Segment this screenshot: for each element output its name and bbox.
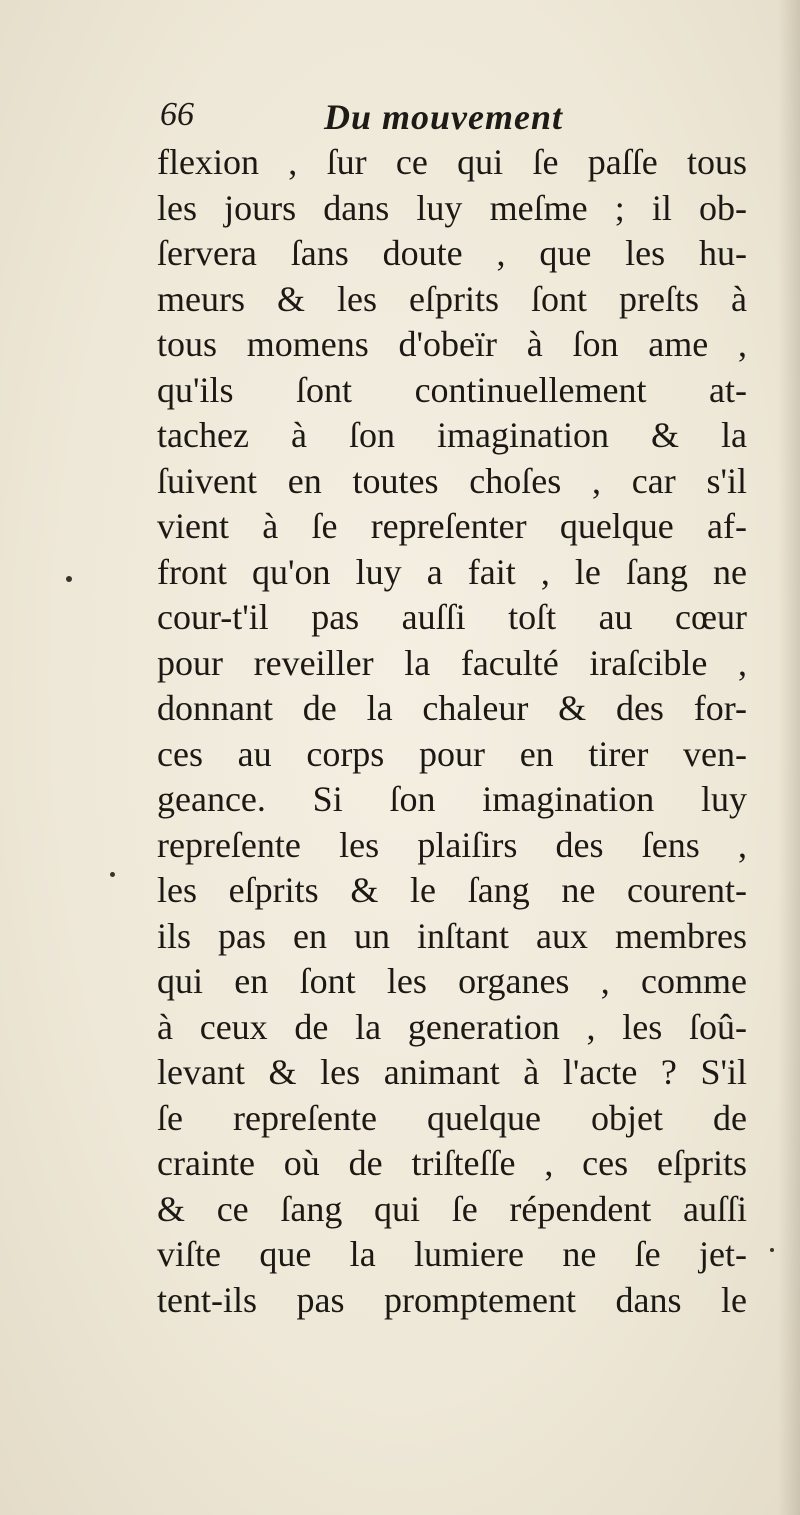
ink-speck (770, 1248, 774, 1252)
text-line: & ce ſang qui ſe répendent auſſi (157, 1188, 747, 1229)
text-line: ſuivent en toutes choſes , car s'il (157, 460, 747, 501)
text-line: ſe repreſente quelque objet de (157, 1097, 747, 1138)
text-line: les eſprits & le ſang ne courent- (157, 870, 747, 910)
page-number: 66 (160, 96, 194, 133)
text-line: repreſente les plaiſirs des ſens , (157, 824, 747, 865)
text-line: qui en ſont les organes , comme (157, 961, 747, 1001)
page-edge-shadow (778, 0, 800, 1515)
text-line: ils pas en un inſtant aux membres (157, 915, 747, 956)
text-line: tous momens d'obeïr à ſon ame , (157, 324, 747, 364)
text-line: flexion , ſur ce qui ſe paſſe tous (157, 142, 747, 182)
text-line: crainte où de triſteſſe , ces eſprits (157, 1143, 747, 1183)
text-line: donnant de la chaleur & des for- (157, 688, 747, 728)
text-line: geance. Si ſon imagination luy (157, 779, 747, 819)
text-line: vient à ſe repreſenter quelque af- (157, 506, 747, 546)
text-line: qu'ils ſont continuellement at- (157, 369, 747, 410)
body-text (157, 140, 747, 1323)
text-line: ces au corps pour en tirer ven- (157, 733, 747, 774)
text-line: ſervera ſans doute , que les hu- (157, 233, 747, 273)
text-line: tachez à ſon imagination & la (157, 415, 747, 455)
running-head-title: Du mouvement (324, 97, 564, 137)
text-line: pour reveiller la faculté iraſcible , (157, 642, 747, 683)
text-line: levant & les animant à l'acte ? S'il (157, 1052, 747, 1092)
text-line: cour-t'il pas auſſi toſt au cœur (157, 597, 747, 637)
ink-speck (66, 576, 72, 582)
running-head (160, 96, 720, 142)
text-line: tent-ils pas promptement dans le (157, 1279, 747, 1320)
text-line: front qu'on luy a fait , le ſang ne (157, 551, 747, 592)
text-line: meurs & les eſprits ſont preſts à (157, 278, 747, 319)
text-line: viſte que la lumiere ne ſe jet- (157, 1234, 747, 1274)
ink-speck (110, 872, 115, 877)
text-line: à ceux de la generation , les ſoû- (157, 1006, 747, 1047)
text-line: les jours dans luy meſme ; il ob- (157, 187, 747, 228)
